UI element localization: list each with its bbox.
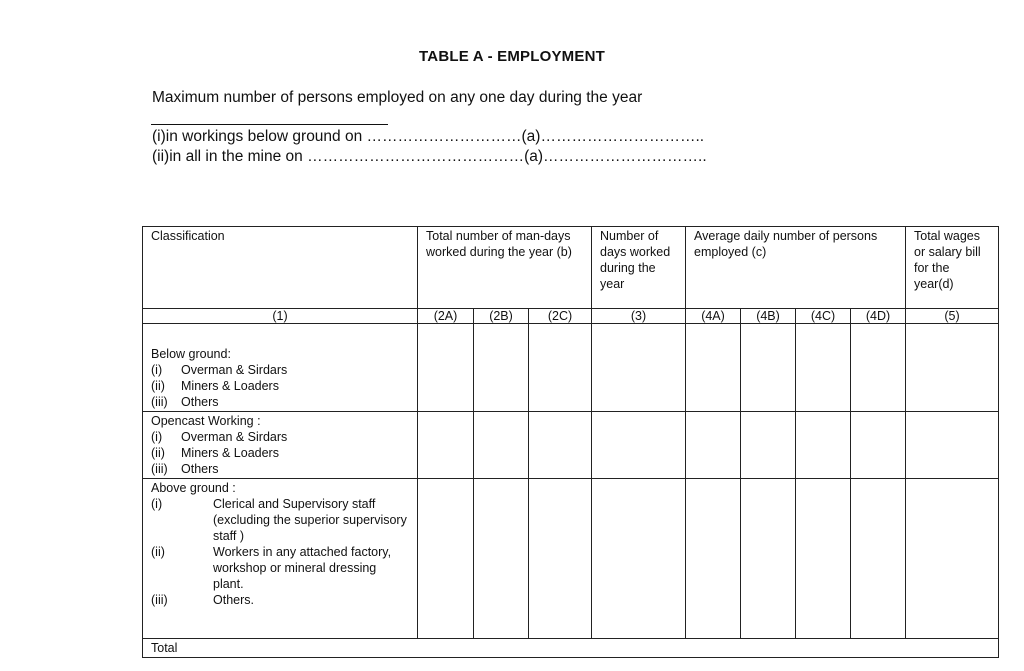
col-num: (4D) bbox=[851, 309, 906, 324]
item-number: (iii) bbox=[151, 395, 168, 409]
col-num: (2A) bbox=[418, 309, 474, 324]
item-label: Others bbox=[181, 395, 219, 409]
column-number-row bbox=[143, 309, 999, 324]
data-cell[interactable] bbox=[741, 479, 796, 639]
header-man-days: Total number of man-days worked during the year (b) bbox=[418, 227, 592, 309]
item-label: Others bbox=[181, 462, 219, 476]
below-ground-cell bbox=[143, 324, 418, 412]
data-cell[interactable] bbox=[851, 324, 906, 412]
header-average-daily: Average daily number of persons employed (c) bbox=[686, 227, 906, 309]
data-cell[interactable] bbox=[592, 324, 686, 412]
above-ground-heading: Above ground : bbox=[151, 481, 236, 495]
item-number: (i) bbox=[151, 363, 163, 377]
table-row bbox=[143, 412, 999, 479]
data-cell[interactable] bbox=[686, 479, 741, 639]
opencast-cell bbox=[143, 412, 418, 479]
col-num: (3) bbox=[592, 309, 686, 324]
list-item bbox=[151, 378, 409, 394]
data-cell[interactable] bbox=[741, 324, 796, 412]
col-num: (4C) bbox=[796, 309, 851, 324]
item-label: Overman & Sirdars bbox=[181, 363, 288, 377]
item-number: (i) bbox=[151, 497, 163, 511]
data-cell[interactable] bbox=[796, 324, 851, 412]
data-cell[interactable] bbox=[741, 412, 796, 479]
data-cell[interactable] bbox=[906, 479, 999, 639]
header-days-worked: Number of days worked during the year bbox=[592, 227, 686, 309]
below-ground-line: (i)in workings below ground on …………………………(a)………………………….. bbox=[152, 128, 705, 145]
page-title: TABLE A - EMPLOYMENT bbox=[419, 48, 605, 65]
blank-underline bbox=[151, 124, 388, 125]
col-num: (4A) bbox=[686, 309, 741, 324]
item-number: (ii) bbox=[151, 545, 165, 559]
total-row bbox=[143, 639, 999, 658]
data-cell[interactable] bbox=[418, 324, 474, 412]
list-item bbox=[151, 362, 409, 378]
item-label: Workers in any attached factory, workshop or mineral dressing plant. bbox=[213, 545, 392, 591]
item-number: (iii) bbox=[151, 593, 168, 607]
header-total-wages: Total wages or salary bill for the year(d) bbox=[906, 227, 999, 309]
data-cell[interactable] bbox=[418, 479, 474, 639]
table-row bbox=[143, 479, 999, 639]
item-number: (i) bbox=[151, 430, 163, 444]
data-cell[interactable] bbox=[474, 412, 529, 479]
header-classification: Classification bbox=[143, 227, 418, 309]
total-label: Total bbox=[143, 639, 999, 658]
data-cell[interactable] bbox=[906, 412, 999, 479]
list-item bbox=[151, 461, 409, 477]
item-label: Others. bbox=[213, 593, 254, 607]
list-item bbox=[151, 429, 409, 445]
below-ground-heading: Below ground: bbox=[151, 347, 231, 361]
col-num: (4B) bbox=[741, 309, 796, 324]
item-number: (ii) bbox=[151, 379, 165, 393]
item-label: Miners & Loaders bbox=[181, 379, 279, 393]
list-item bbox=[151, 394, 409, 410]
col-num: (1) bbox=[143, 309, 418, 324]
item-number: (iii) bbox=[151, 462, 168, 476]
data-cell[interactable] bbox=[529, 479, 592, 639]
data-cell[interactable] bbox=[529, 412, 592, 479]
data-cell[interactable] bbox=[851, 412, 906, 479]
data-cell[interactable] bbox=[474, 479, 529, 639]
opencast-heading: Opencast Working : bbox=[151, 414, 261, 428]
list-item bbox=[151, 592, 409, 608]
data-cell[interactable] bbox=[686, 412, 741, 479]
data-cell[interactable] bbox=[851, 479, 906, 639]
list-item bbox=[151, 544, 409, 592]
item-label: Miners & Loaders bbox=[181, 446, 279, 460]
data-cell[interactable] bbox=[592, 479, 686, 639]
col-num: (2B) bbox=[474, 309, 529, 324]
above-ground-cell bbox=[143, 479, 418, 639]
employment-table bbox=[142, 226, 999, 658]
header-row bbox=[143, 227, 999, 309]
data-cell[interactable] bbox=[474, 324, 529, 412]
data-cell[interactable] bbox=[686, 324, 741, 412]
col-num: (2C) bbox=[529, 309, 592, 324]
intro-text: Maximum number of persons employed on any one day during the year bbox=[152, 89, 643, 106]
item-label: Clerical and Supervisory staff (excluding the superior supervisory staff ) bbox=[213, 497, 407, 543]
data-cell[interactable] bbox=[796, 479, 851, 639]
data-cell[interactable] bbox=[418, 412, 474, 479]
item-number: (ii) bbox=[151, 446, 165, 460]
col-num: (5) bbox=[906, 309, 999, 324]
data-cell[interactable] bbox=[592, 412, 686, 479]
item-label: Overman & Sirdars bbox=[181, 430, 288, 444]
data-cell[interactable] bbox=[796, 412, 851, 479]
list-item bbox=[151, 445, 409, 461]
data-cell[interactable] bbox=[529, 324, 592, 412]
whole-mine-line: (ii)in all in the mine on ……………………………………(a)………………………….. bbox=[152, 148, 707, 165]
data-cell[interactable] bbox=[906, 324, 999, 412]
table-row bbox=[143, 324, 999, 412]
list-item bbox=[151, 496, 409, 544]
